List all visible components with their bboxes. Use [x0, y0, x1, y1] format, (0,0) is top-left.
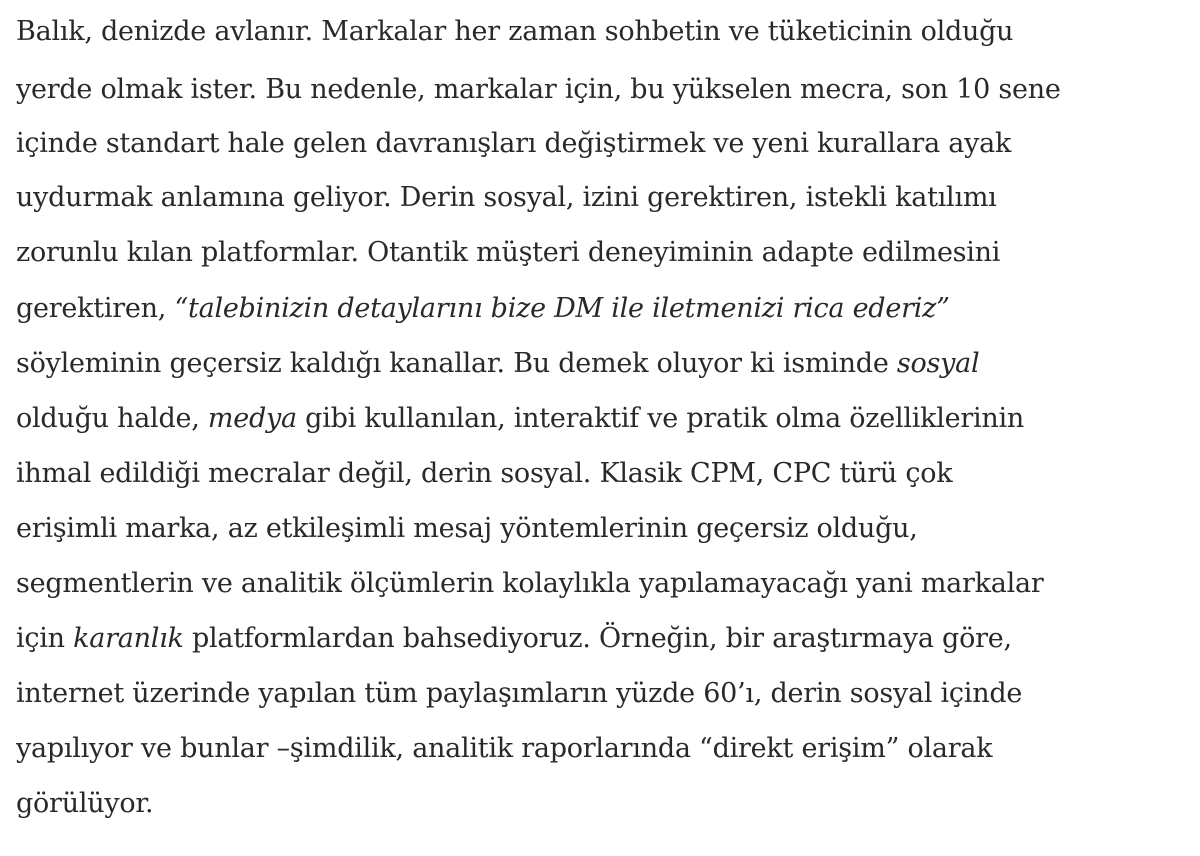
- line-text: gerektiren,: [16, 293, 175, 324]
- paragraph-line: [16, 393, 1024, 445]
- paragraph-line: uydurmak anlamına geliyor. Derin sosyal, izini gerektiren, istekli katılımı: [16, 182, 997, 213]
- paragraph-line: yerde olmak ister. Bu nedenle, markalar için, bu yükselen mecra, son 10 sene: [16, 74, 1061, 105]
- emphasis-karanlik: karanlık: [73, 623, 184, 654]
- line-text: platformlardan bahsediyoruz. Örneğin, bir araştırmaya göre,: [183, 623, 1012, 654]
- paragraph-line: yapılıyor ve bunlar –şimdilik, analitik raporlarında “direkt erişim” olarak: [16, 733, 993, 764]
- paragraph-line: görülüyor.: [16, 788, 154, 819]
- paragraph-line: segmentlerin ve analitik ölçümlerin kolaylıkla yapılamayacağı yani markalar: [16, 568, 1044, 599]
- line-text: gibi kullanılan, interaktif ve pratik olma özelliklerinin: [296, 403, 1025, 434]
- paragraph-line: zorunlu kılan platformlar. Otantik müşteri deneyiminin adapte edilmesini: [16, 237, 1001, 268]
- paragraph-line: erişimli marka, az etkileşimli mesaj yöntemlerinin geçersiz olduğu,: [16, 513, 918, 544]
- paragraph-line: [16, 338, 979, 390]
- paragraph-line: [16, 613, 1012, 665]
- emphasis-medya: medya: [207, 403, 297, 434]
- line-text: söyleminin geçersiz kaldığı kanallar. Bu demek oluyor ki isminde: [16, 348, 897, 379]
- paragraph-line: ihmal edildiği mecralar değil, derin sosyal. Klasik CPM, CPC türü çok: [16, 458, 953, 489]
- paragraph-line: içinde standart hale gelen davranışları değiştirmek ve yeni kurallara ayak: [16, 128, 1012, 159]
- line-text: için: [16, 623, 74, 654]
- paragraph-line: [16, 283, 950, 335]
- paragraph-line: Balık, denizde avlanır. Markalar her zaman sohbetin ve tüketicinin olduğu: [16, 16, 1014, 47]
- emphasis-sosyal: sosyal: [896, 348, 980, 379]
- quoted-phrase-italic: “talebinizin detaylarını bize DM ile iletmenizi rica ederiz”: [174, 293, 950, 324]
- paragraph-line: internet üzerinde yapılan tüm paylaşımların yüzde 60’ı, derin sosyal içinde: [16, 678, 1023, 709]
- line-text: olduğu halde,: [16, 403, 208, 434]
